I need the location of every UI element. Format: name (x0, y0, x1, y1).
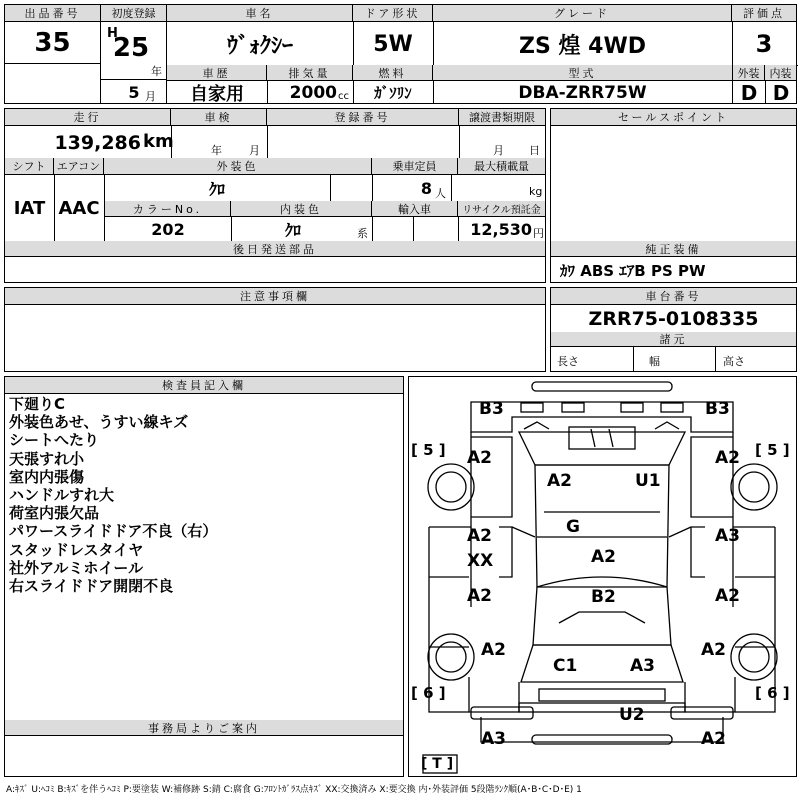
door-label: ドア形状 (353, 5, 433, 22)
genuine-equip-label: 純正装備 (551, 241, 796, 257)
inspection-label: 車検 (171, 109, 267, 126)
chassis-block (550, 287, 797, 372)
aircon-value: AAC (58, 197, 100, 219)
mark-roof-right: U1 (635, 471, 661, 491)
exterior-label: 外装 (733, 65, 765, 81)
sales-point-label: セールスポイント (551, 109, 796, 126)
office-label: 事務局よりご案内 (5, 720, 403, 736)
note-line: スタッドレスタイヤ (9, 540, 144, 559)
month-unit: 月 (145, 90, 156, 103)
mark-front-glass: C1 (553, 656, 578, 676)
later-parts-label: 後日発送部品 (5, 241, 545, 257)
doc-month-unit: 月 (493, 144, 504, 157)
genuine-equip-value: ｶﾜ ABS ｴｱB PS PW (560, 262, 706, 280)
first-reg-month: 5 (128, 82, 140, 102)
inspector-label: 検査員記入欄 (5, 377, 403, 394)
interior-label: 内装 (765, 65, 796, 81)
era-label: H (107, 26, 118, 41)
mark-slide-right: A3 (715, 526, 740, 546)
fuel-value: ｶﾞｿﾘﾝ (374, 84, 412, 102)
door-value: 5W (373, 31, 413, 57)
car-diagram-block (408, 376, 797, 777)
mileage-label: 走行 (5, 109, 171, 126)
aircon-label: エアコン (54, 158, 104, 175)
tire-label-rear-right: [ 5 ] (755, 441, 790, 459)
doc-day-unit: 日 (529, 144, 540, 157)
chassis-no-label: 車台番号 (551, 288, 796, 305)
note-line: パワースライドドア不良（右） (9, 522, 218, 541)
ext-color-value: ｸﾛ (208, 180, 225, 199)
tire-label-front-right: [ 6 ] (755, 684, 790, 702)
mark-front-door-right: A2 (715, 586, 740, 606)
inspector-block (4, 376, 404, 777)
height-label: 高さ (723, 355, 745, 368)
top-info-block (4, 4, 797, 104)
ext-color-label: 外装色 (104, 158, 372, 175)
yen-unit: 円 (533, 227, 544, 240)
note-line: シートへたり (9, 431, 100, 450)
year-unit: 年 (151, 65, 162, 78)
color-no-label: カラーNo. (105, 201, 231, 217)
interior-value: D (772, 80, 790, 105)
specs-label: 諸元 (551, 332, 796, 347)
legend-text: A:ｷｽﾞ U:ﾍｺﾐ B:ｷｽﾞを伴うﾍｺﾐ P:要塗装 W:補修跡 S:錆 C:腐食 G:ﾌﾛﾝﾄｶﾞﾗｽ点ｷｽﾞ XX:交換済み X:要交換 内･外装評価 5段階ﾗﾝｸ順(A･B･C･D･E) 1 (6, 785, 582, 795)
note-line: 外装色あせ、うすい線キズ (9, 413, 189, 432)
km-unit: km (143, 131, 174, 152)
mark-front-right: A2 (701, 729, 726, 749)
chassis-no-value: ZRR75-0108335 (588, 308, 759, 330)
int-color-label: 内装色 (231, 201, 372, 217)
mark-rear-right: B3 (705, 399, 730, 419)
capacity-label: 乗車定員 (372, 158, 458, 175)
note-line: ハンドルすれ大 (9, 486, 115, 505)
model-code-value: DBA-ZRR75W (518, 82, 647, 103)
tire-label-rear-left: [ 5 ] (411, 441, 446, 459)
reg-no-label: 登録番号 (267, 109, 459, 126)
mark-bumper: U2 (619, 705, 645, 725)
color-no-value: 202 (151, 220, 185, 239)
mark-slide-left-2: XX (467, 551, 494, 571)
note-line: 下廻りC (9, 395, 66, 413)
mark-rear-left: B3 (479, 399, 504, 419)
mark-front-left: A3 (481, 729, 506, 749)
max-load-label: 最大積載量 (458, 158, 545, 175)
note-line: 天張すれ小 (9, 449, 85, 468)
grade-label: グレード (433, 5, 732, 22)
sales-point-block (550, 108, 797, 283)
score-label: 評価点 (732, 5, 796, 22)
import-label: 輸入車 (372, 201, 458, 217)
caution-block (4, 287, 546, 372)
insp-year-unit: 年 (211, 144, 222, 157)
mark-rear-door-left: A2 (467, 448, 492, 468)
tire-label-front-left: [ 6 ] (411, 684, 446, 702)
width-label: 幅 (649, 355, 660, 368)
displacement-label: 排気量 (267, 65, 353, 81)
mark-glass: G (566, 517, 580, 537)
shift-label: シフト (5, 158, 54, 175)
mark-fender-right: A2 (701, 640, 726, 660)
int-color-value: ｸﾛ (284, 221, 301, 240)
mark-rear-door-right: A2 (715, 448, 740, 468)
note-line: 社外アルミホイール (9, 558, 144, 577)
car-name-label: 車名 (167, 5, 353, 22)
lot-no-label: 出品番号 (5, 5, 100, 22)
note-line: 荷室内張欠品 (9, 504, 100, 523)
transfer-doc-label: 譲渡書類期限 (459, 109, 545, 126)
displacement-value: 2000 (289, 82, 337, 103)
lot-no-value: 35 (34, 28, 71, 58)
model-code-label: 型式 (433, 65, 732, 81)
exterior-value: D (740, 80, 758, 105)
recycle-label: リサイクル預託金 (458, 201, 545, 217)
note-line: 室内内張傷 (9, 467, 85, 486)
grade-value: ZS 煌 4WD (519, 33, 646, 59)
score-value: 3 (755, 30, 773, 58)
insp-month-unit: 月 (249, 144, 260, 157)
caution-label: 注意事項欄 (5, 288, 545, 305)
note-line: 右スライドドア開閉不良 (9, 577, 174, 596)
recycle-value: 12,530 (470, 220, 532, 239)
cc-unit: cc (338, 91, 349, 102)
mileage-value: 139,286 (54, 132, 141, 154)
car-name-value: ｳﾞｫｸｼｰ (226, 33, 293, 59)
mark-fender-left: A2 (481, 640, 506, 660)
mark-front-door-left: A2 (467, 586, 492, 606)
kg-unit: kg (529, 185, 543, 198)
mark-center: A2 (591, 547, 616, 567)
mark-hood: B2 (591, 587, 616, 607)
capacity-value: 8 (420, 179, 432, 198)
first-reg-year: 25 (112, 33, 150, 63)
tire-label-spare: [ T ] (421, 756, 454, 772)
length-label: 長さ (557, 355, 579, 368)
fuel-label: 燃料 (353, 65, 433, 81)
mark-front-glass-right: A3 (630, 656, 655, 676)
series-unit: 系 (357, 227, 368, 240)
vehicle-details-block (4, 108, 546, 283)
inspector-notes (9, 395, 217, 595)
first-reg-label: 初度登録 (101, 5, 166, 22)
people-unit: 人 (435, 187, 446, 200)
history-value: 自家用 (190, 83, 244, 105)
history-label: 車歴 (167, 65, 267, 81)
mark-roof-left: A2 (547, 471, 572, 491)
mark-slide-left: A2 (467, 526, 492, 546)
shift-value: IAT (13, 197, 46, 219)
car-diagram (409, 377, 796, 776)
